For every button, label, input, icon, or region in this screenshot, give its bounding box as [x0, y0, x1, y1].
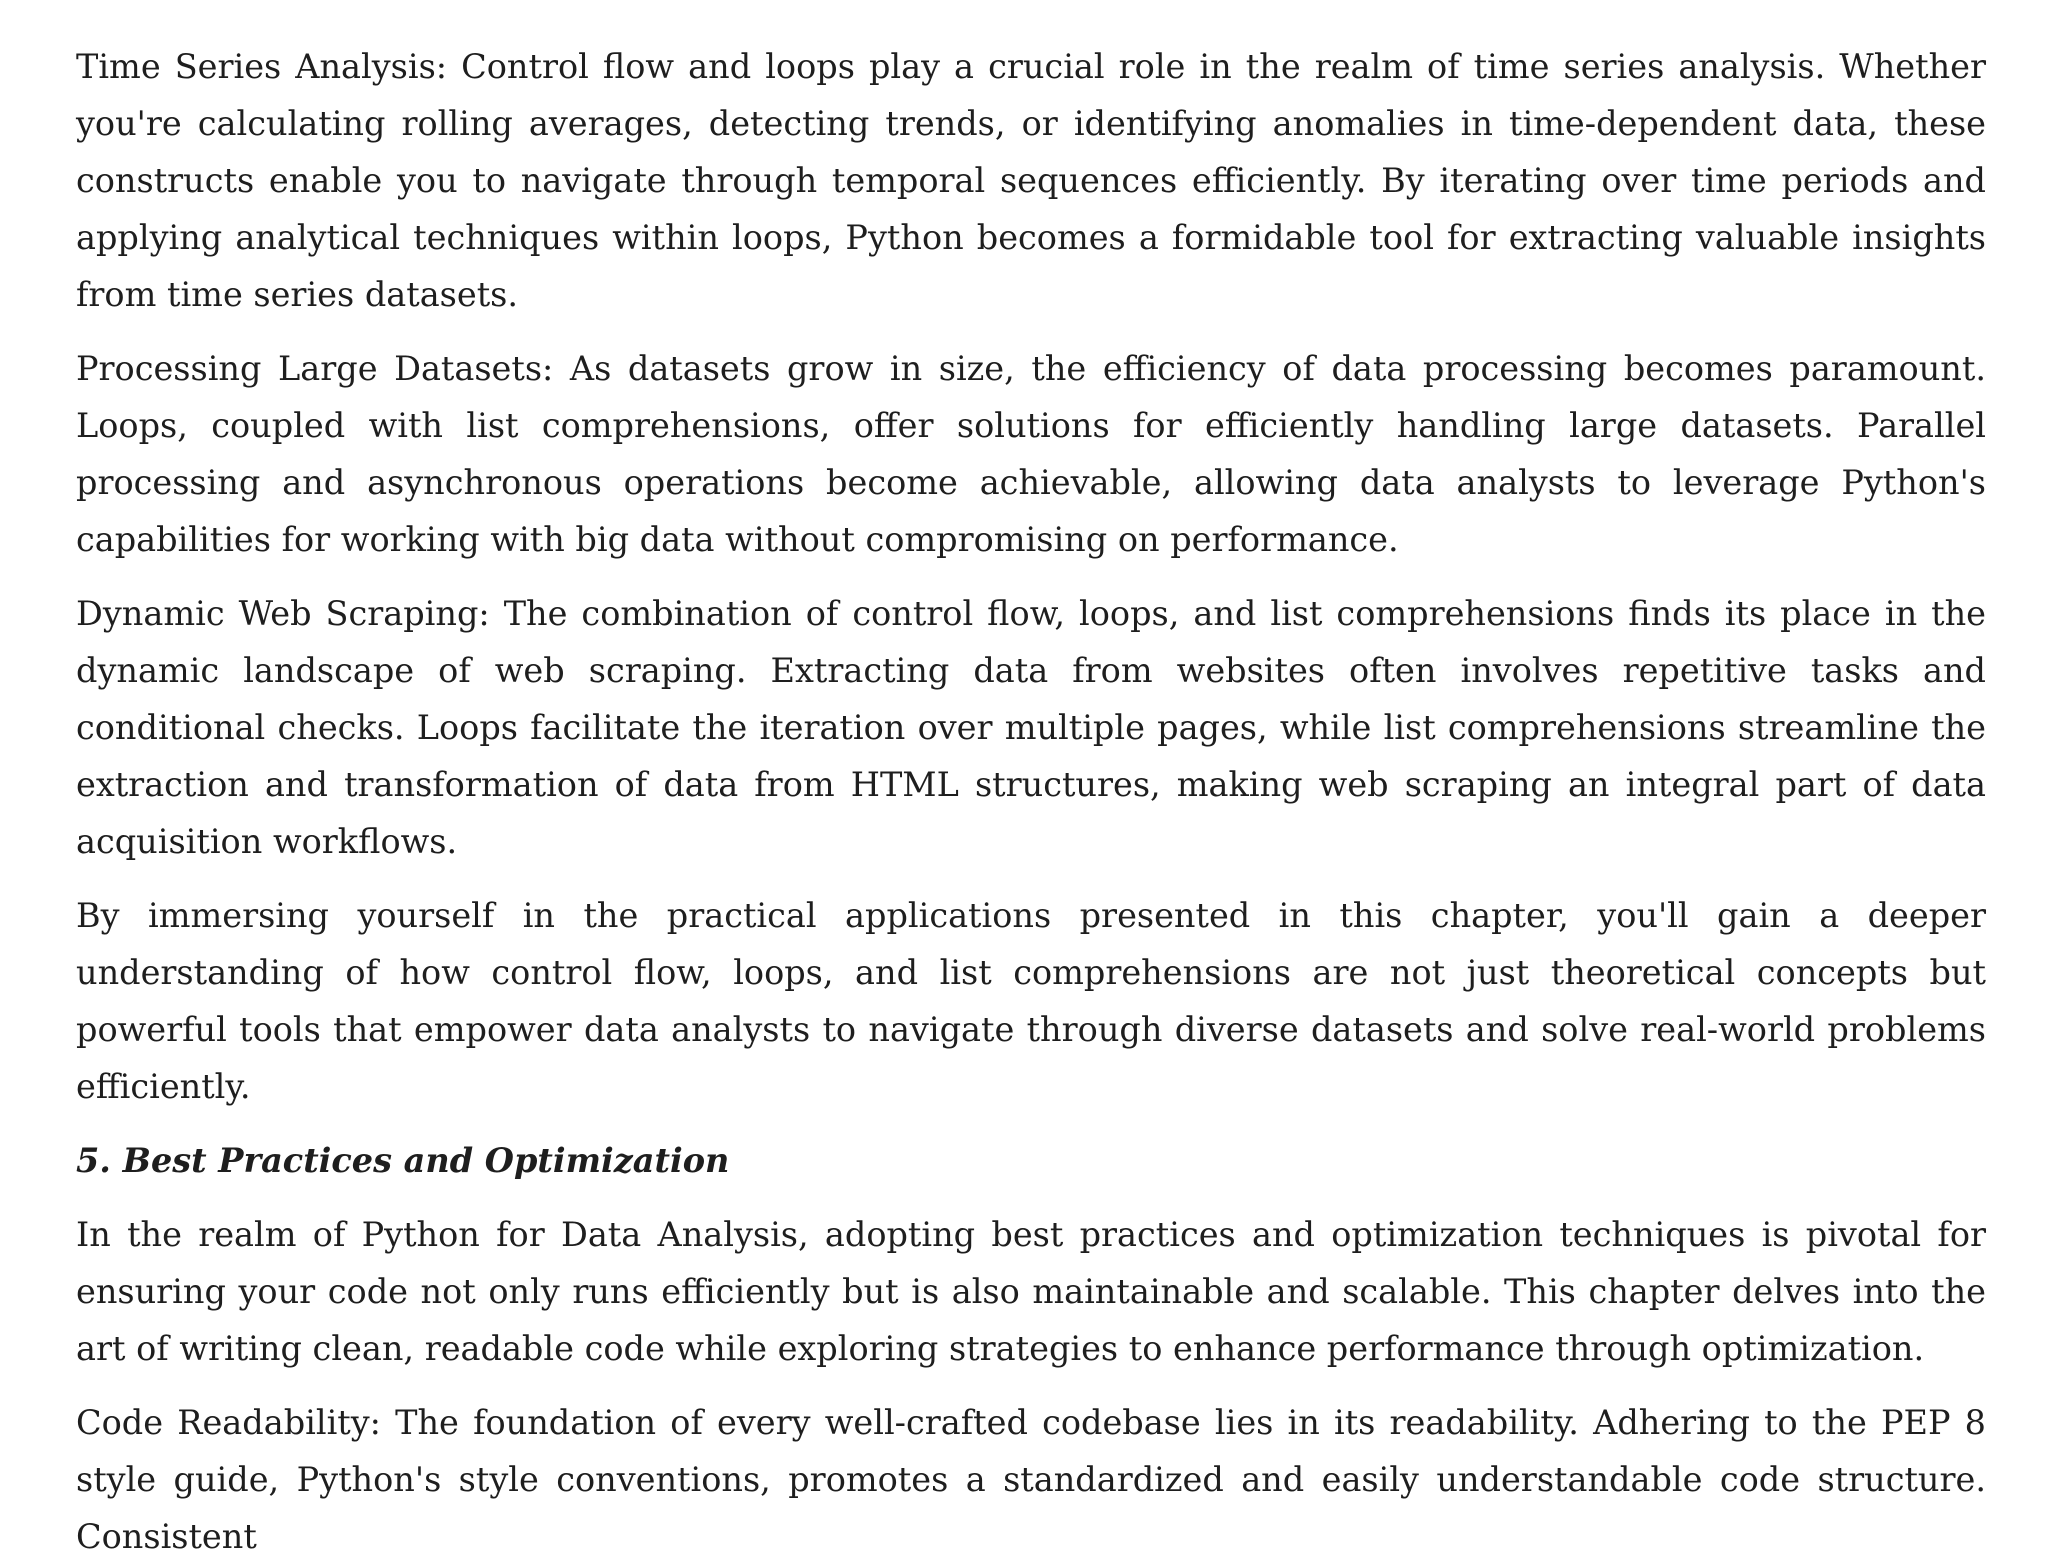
paragraph-time-series-analysis: Time Series Analysis: Control flow and loops play a crucial role in the realm of time series analysis. Whether you're calculating rolling averages, detecting trends, or identifying anomalies in time-dependent data, these constructs enable you to navigate through temporal sequences efficiently. By iterating over time periods and applying analytical techniques within loops, Python becomes a formidable tool for extracting valuable insights from time series datasets. [76, 47, 1986, 314]
paragraph-dynamic-web-scraping: Dynamic Web Scraping: The combination of control flow, loops, and list comprehensions finds its place in the dynamic landscape of web scraping. Extracting data from websites often involves repetitive tasks and conditional checks. Loops facilitate the iteration over multiple pages, while list comprehensions streamline the extraction and transformation of data from HTML structures, making web scraping an integral part of data acquisition workflows. [76, 594, 1986, 861]
paragraph-practical-applications-summary: By immersing yourself in the practical applications presented in this chapter, you'll gain a deeper understanding of how control flow, loops, and list comprehensions are not just theoretical concepts but powerful tools that empower data analysts to navigate through diverse datasets and solve real-world problems efficiently. [76, 896, 1986, 1106]
paragraph-processing-large-datasets: Processing Large Datasets: As datasets grow in size, the efficiency of data processing becomes paramount. Loops, coupled with list comprehensions, offer solutions for efficiently handling large datasets. Parallel processing and asynchronous operations become achievable, allowing data analysts to leverage Python's capabilities for working with big data without compromising on performance. [76, 349, 1986, 559]
section-heading: 5. Best Practices and Optimization [76, 1141, 730, 1180]
document-page [76, 38, 1986, 1565]
paragraph-best-practices-intro: In the realm of Python for Data Analysis, adopting best practices and optimization techniques is pivotal for ensuring your code not only runs efficiently but is also maintainable and scalable. This chapter delves into the art of writing clean, readable code while exploring strategies to enhance performance through optimization. [76, 1215, 1986, 1368]
paragraph-code-readability: Code Readability: The foundation of every well-crafted codebase lies in its readability. Adhering to the PEP 8 style guide, Python's style conventions, promotes a standardized and easily understandable code structure. Consistent [76, 1403, 1986, 1556]
